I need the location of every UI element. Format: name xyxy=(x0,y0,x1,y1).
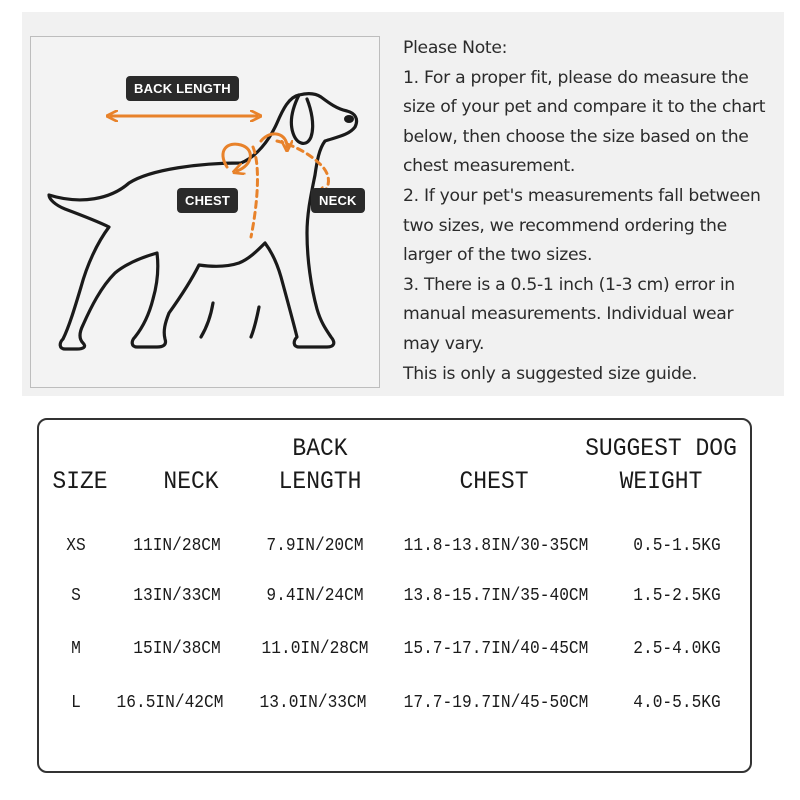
chest-dashed-line xyxy=(251,147,257,237)
row-l-neck: 16.5IN/42CM xyxy=(116,693,224,713)
note-line: manual measurements. Individual wear xyxy=(403,304,734,325)
chest-tag: CHEST xyxy=(177,188,238,213)
note-line: chest measurement. xyxy=(403,156,576,177)
header-neck: NECK xyxy=(163,467,219,496)
row-xs-weight: 0.5-1.5KG xyxy=(633,536,721,556)
row-l-size: L xyxy=(71,693,81,713)
note-line: size of your pet and compare it to the chart xyxy=(403,97,766,118)
row-l-back: 13.0IN/33CM xyxy=(259,693,367,713)
row-s-size: S xyxy=(71,586,81,606)
dog-silhouette xyxy=(49,94,357,349)
back-length-tag: BACK LENGTH xyxy=(126,76,239,101)
size-chart-table xyxy=(37,418,752,773)
note-line: 3. There is a 0.5-1 inch (1-3 cm) error in xyxy=(403,274,735,295)
size-note xyxy=(403,34,778,389)
row-m-neck: 15IN/38CM xyxy=(133,639,221,659)
header-chest: CHEST xyxy=(459,467,529,496)
note-line: This is only a suggested size guide. xyxy=(403,363,697,384)
chest-loop-arrow xyxy=(223,144,250,171)
header-weight-line1: SUGGEST DOG xyxy=(585,434,737,463)
dog-nose xyxy=(344,115,354,123)
note-line: larger of the two sizes. xyxy=(403,245,593,266)
row-s-chest: 13.8-15.7IN/35-40CM xyxy=(403,586,589,606)
row-xs-neck: 11IN/28CM xyxy=(133,536,221,556)
row-m-chest: 15.7-17.7IN/40-45CM xyxy=(403,639,589,659)
header-back-length-line1: BACK xyxy=(292,434,348,463)
row-xs-chest: 11.8-13.8IN/30-35CM xyxy=(403,536,589,556)
header-size: SIZE xyxy=(52,467,108,496)
note-line: 2. If your pet's measurements fall between xyxy=(403,185,761,206)
row-xs-size: XS xyxy=(66,536,86,556)
row-s-neck: 13IN/33CM xyxy=(133,586,221,606)
neck-tag: NECK xyxy=(311,188,365,213)
row-l-weight: 4.0-5.5KG xyxy=(633,693,721,713)
note-line: 1. For a proper fit, please do measure the xyxy=(403,67,749,88)
header-back-length-line2: LENGTH xyxy=(278,467,362,496)
row-s-weight: 1.5-2.5KG xyxy=(633,586,721,606)
note-heading: Please Note: xyxy=(403,38,508,58)
row-m-back: 11.0IN/28CM xyxy=(261,639,369,659)
row-s-back: 9.4IN/24CM xyxy=(266,586,364,606)
row-m-size: M xyxy=(71,639,81,659)
row-m-weight: 2.5-4.0KG xyxy=(633,639,721,659)
header-weight-line2: WEIGHT xyxy=(619,467,703,496)
note-line: may vary. xyxy=(403,333,485,354)
note-line: below, then choose the size based on the xyxy=(403,126,749,147)
note-line: two sizes, we recommend ordering the xyxy=(403,215,727,236)
row-xs-back: 7.9IN/20CM xyxy=(266,536,364,556)
row-l-chest: 17.7-19.7IN/45-50CM xyxy=(403,693,589,713)
measurement-illustration xyxy=(30,36,380,388)
